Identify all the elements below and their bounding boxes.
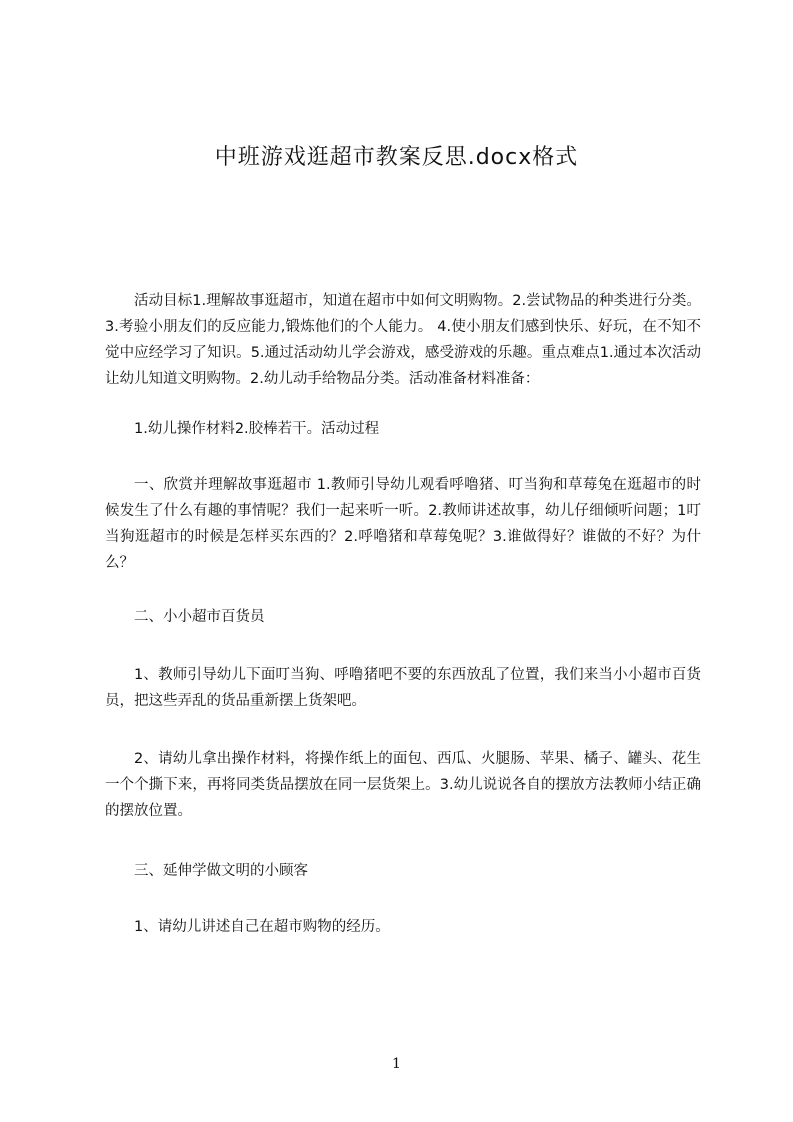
paragraph-section-two-step-two: 2、请幼儿拿出操作材料，将操作纸上的面包、西瓜、火腿肠、苹果、橘子、罐头、花生一个个撕下来，再将同类货品摆放在同一层货架上。3.幼儿说说各自的摆放方法教师小结正确的摆放位置。	[105, 751, 701, 819]
paragraph-section-two-step-one: 1、教师引导幼儿下面叮当狗、呼噜猪吧不要的东西放乱了位置，我们来当小小超市百货员，把这些弄乱的货品重新摆上货架吧。	[105, 667, 701, 709]
heading-section-three: 三、延伸学做文明的小顾客	[134, 863, 308, 879]
heading-section-two: 二、小小超市百货员	[134, 609, 265, 625]
paragraph-section-three-step-one: 1、请幼儿讲述自己在超市购物的经历。	[134, 919, 390, 935]
document-title: 中班游戏逛超市教案反思.docx格式	[214, 145, 579, 170]
paragraph-materials: 1.幼儿操作材料2.胶棒若干。活动过程	[134, 421, 380, 437]
paragraph-section-one: 一、欣赏并理解故事逛超市 1.教师引导幼儿观看呼噜猪、叮当狗和草莓兔在逛超市的时候发生了什么有趣的事情呢？我们一起来听一听。2.教师讲述故事，幼儿仔细倾听问题；1叮当狗逛超市的时候是怎样买东西的？2.呼噜猪和草莓兔呢？3.谁做得好？谁做的不好？为什么？	[105, 477, 701, 571]
page-number: 1	[392, 1056, 401, 1072]
paragraph-objectives: 活动目标1.理解故事逛超市，知道在超市中如何文明购物。2.尝试物品的种类进行分类。3.考验小朋友们的反应能力,锻炼他们的个人能力。 4.使小朋友们感到快乐、好玩，在不知不觉中应经学习了知识。5.通过活动幼儿学会游戏，感受游戏的乐趣。重点难点1.通过本次活动让幼儿知道文明购物。2.幼儿动手给物品分类。活动准备材料准备：	[105, 293, 701, 387]
document-body	[105, 288, 701, 940]
